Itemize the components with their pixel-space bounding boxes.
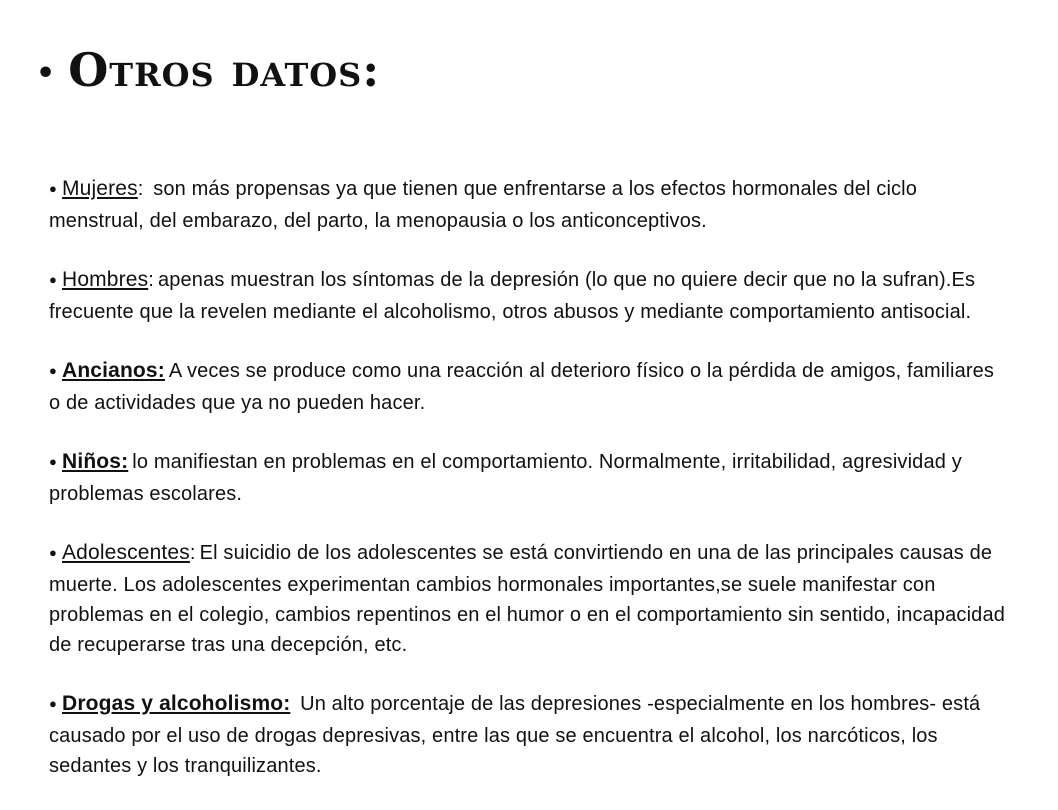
- item-drogas-alcoholismo: [49, 689, 1009, 781]
- item-term: Drogas y alcoholismo:: [62, 692, 291, 715]
- item-body: apenas muestran los síntomas de la depresión (lo que no quiere decir que no la sufran).Es frecuente que la revelen mediante el alcoholismo, otros abusos y mediante comportamiento antisocial.: [49, 269, 976, 323]
- item-term: Ancianos:: [62, 359, 165, 382]
- title-bullet: •: [36, 56, 57, 91]
- item-bullet: ●: [49, 696, 58, 711]
- title-text: Otros datos:: [68, 43, 381, 97]
- item-term: Hombres: [62, 268, 149, 291]
- item-separator: :: [137, 178, 144, 200]
- item-body: El suicidio de los adolescentes se está convirtiendo en una de las principales causas de muerte. Los adolescentes experimentan cambios hormonales importantes,se suele manifestar con problemas en el colegio, cambios repentinos en el humor o en el comportamiento sin sentido, incapacidad de recuperarse tras una decepción, etc.: [49, 542, 1005, 656]
- item-bullet: ●: [49, 363, 58, 378]
- item-adolescentes: [49, 538, 1009, 660]
- item-bullet: ●: [49, 454, 58, 469]
- item-ancianos: [49, 356, 1009, 418]
- item-body: Un alto porcentaje de las depresiones -especialmente en los hombres- está causado por el uso de drogas depresivas, entre las que se encuentra el alcohol, los narcóticos, los sedantes y los tranquilizantes.: [49, 693, 981, 777]
- item-bullet: ●: [49, 181, 58, 196]
- item-body: A veces se produce como una reacción al deterioro físico o la pérdida de amigos, familiares o de actividades que ya no pueden hacer.: [49, 360, 995, 414]
- item-mujeres: [49, 174, 1009, 236]
- item-term: Adolescentes: [62, 541, 190, 564]
- item-body: son más propensas ya que tienen que enfrentarse a los efectos hormonales del ciclo menstrual, del embarazo, del parto, la menopausia o los anticonceptivos.: [49, 178, 918, 232]
- item-hombres: [49, 265, 1009, 327]
- slide-content: [49, 174, 1009, 810]
- item-bullet: ●: [49, 545, 58, 560]
- item-term: Mujeres: [62, 177, 138, 200]
- item-bullet: ●: [49, 272, 58, 287]
- item-ninos: [49, 447, 1009, 509]
- item-separator: :: [189, 542, 196, 564]
- item-body: lo manifiestan en problemas en el comportamiento. Normalmente, irritabilidad, agresividad y problemas escolares.: [49, 451, 962, 505]
- item-term: Niños:: [62, 450, 129, 473]
- item-separator: :: [148, 269, 154, 291]
- slide-title: [36, 42, 380, 102]
